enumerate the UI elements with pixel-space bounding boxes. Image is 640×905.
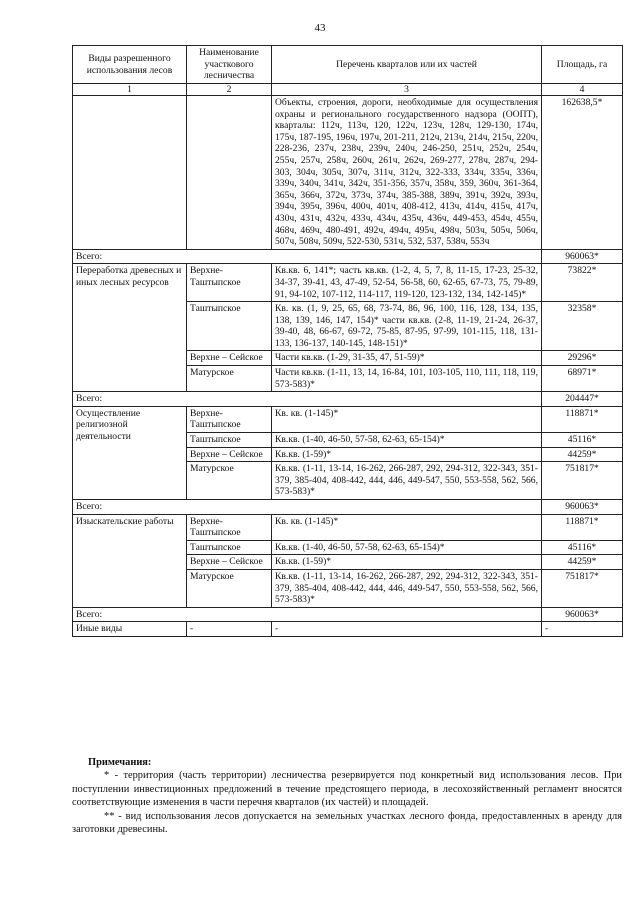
quarters-cell: Кв.кв. (1-40, 46-50, 57-58, 62-63, 65-154)*: [272, 433, 542, 448]
quarters-cell: Кв.кв. 6, 141*; часть кв.кв. (1-2, 4, 5, 7, 8, 11-15, 17-23, 25-32, 34-37, 39-41, 43, 47-49, 52-54, 56-58, 60, 62-65, 67-73, 75, 79-89, 91, 94-102, 107-112, 114-117, 119-120, 123-132, 134, 142-145)*: [272, 264, 542, 302]
quarters-cell: Кв.кв. (1-11, 13-14, 16-262, 266-287, 292, 294-312, 322-343, 351-379, 385-404, 408-442, 444, 446, 449-547, 550, 553-558, 562, 566, 573-583)*: [272, 569, 542, 607]
area-cell: 44259*: [542, 447, 623, 462]
forestry-cell: Верхне – Сейское: [187, 351, 272, 366]
quarters-cell: Кв.кв. (1-11, 13-14, 16-262, 266-287, 292, 294-312, 322-343, 351-379, 385-404, 408-442, 444, 446, 449-547, 550, 553-558, 562, 566, 573-583)*: [272, 462, 542, 500]
total-label: Всего:: [73, 500, 542, 515]
forestry-cell: Матурское: [187, 462, 272, 500]
quarters-cell: Кв.кв. (1-59)*: [272, 447, 542, 462]
area-cell: 45116*: [542, 433, 623, 448]
forest-use-table: [72, 45, 623, 637]
total-row: [73, 607, 623, 622]
page-number: 43: [314, 22, 326, 34]
area-cell: -: [542, 622, 623, 637]
quarters-cell: Кв. кв. (1-145)*: [272, 514, 542, 540]
quarters-cell: Кв. кв. (1, 9, 25, 65, 68, 73-74, 86, 96, 100, 116, 128, 134, 135, 138, 139, 146, 147, 154)* части кв.кв. (2-8, 11-19, 21-24, 26-37, 39-40, 48, 66-67, 69-72, 75-85, 87-95, 97-99, 101-115, 118, 131-133, 136-137, 140-145, 148-151)*: [272, 302, 542, 351]
area-cell: 29296*: [542, 351, 623, 366]
area-cell: 751817*: [542, 462, 623, 500]
forestry-cell: Верхне-Таштыпское: [187, 406, 272, 432]
column-number: 1: [73, 84, 187, 96]
header-area: Площадь, га: [542, 46, 623, 84]
forestry-cell: -: [187, 622, 272, 637]
forestry-cell: Таштыпское: [187, 540, 272, 555]
notes-title: Примечания:: [88, 757, 152, 768]
table-row: [73, 96, 623, 250]
forestry-cell: Матурское: [187, 366, 272, 392]
forestry-cell: Верхне – Сейское: [187, 447, 272, 462]
use-type-cell: Изыскательские работы: [73, 514, 187, 607]
total-label: Всего:: [73, 249, 542, 264]
total-row: [73, 500, 623, 515]
forestry-cell: Матурское: [187, 569, 272, 607]
area-cell: 162638,5*: [542, 96, 623, 250]
area-cell: 32358*: [542, 302, 623, 351]
forestry-cell: Верхне-Таштыпское: [187, 514, 272, 540]
quarters-cell: Объекты, строения, дороги, необходимые для осуществления охраны и регионального государственного надзора (ООПТ), кварталы: 112ч, 113ч, 120, 122ч, 123ч, 128ч, 129-130, 174ч, 175ч, 187-195, 196ч, 197ч, 201-211, 212ч, 213ч, 214ч, 215ч, 220ч, 228-236, 237ч, 238ч, 239ч, 240ч, 246-250, 251ч, 252ч, 254ч, 255ч, 257ч, 258ч, 260ч, 261ч, 262ч, 269-277, 278ч, 287ч, 294-303, 304ч, 305ч, 307ч, 311ч, 312ч, 322-333, 334ч, 335ч, 336ч, 339ч, 340ч, 341ч, 342ч, 351-356, 357ч, 358ч, 359, 360ч, 361-364, 365ч, 366ч, 372ч, 373ч, 374ч, 385-388, 389ч, 391ч, 392ч, 393ч, 394ч, 395ч, 396ч, 400ч, 401ч, 408-412, 413ч, 414ч, 415ч, 417ч, 430ч, 431ч, 432ч, 433ч, 434ч, 435ч, 436ч, 449-453, 454ч, 455ч, 468ч, 469ч, 480-491, 492ч, 494ч, 495ч, 498ч, 503ч, 505ч, 506ч, 507ч, 508ч, 509ч, 522-530, 531ч, 532, 537, 538ч, 553ч: [272, 96, 542, 250]
forestry-cell: [187, 96, 272, 250]
quarters-cell: -: [272, 622, 542, 637]
forestry-cell: Верхне-Таштыпское: [187, 264, 272, 302]
forestry-cell: Таштыпское: [187, 302, 272, 351]
total-label: Всего:: [73, 392, 542, 407]
total-row: [73, 392, 623, 407]
forestry-cell: Таштыпское: [187, 433, 272, 448]
total-area: 960063*: [542, 500, 623, 515]
header-quarters: Перечень кварталов или их частей: [272, 46, 542, 84]
header-row: [73, 46, 623, 84]
quarters-cell: Кв. кв. (1-145)*: [272, 406, 542, 432]
quarters-cell: Части кв.кв. (1-29, 31-35, 47, 51-59)*: [272, 351, 542, 366]
header-forestry: Наименование участкового лесничества: [187, 46, 272, 84]
table-row: [73, 264, 623, 302]
table-row: [73, 406, 623, 432]
quarters-cell: Кв.кв. (1-40, 46-50, 57-58, 62-63, 65-154)*: [272, 540, 542, 555]
total-label: Всего:: [73, 607, 542, 622]
area-cell: 45116*: [542, 540, 623, 555]
quarters-cell: Части кв.кв. (1-11, 13, 14, 16-84, 101, 103-105, 110, 111, 118, 119, 573-583)*: [272, 366, 542, 392]
column-number: 2: [187, 84, 272, 96]
area-cell: 73822*: [542, 264, 623, 302]
column-number-row: [73, 84, 623, 96]
use-type-cell: Переработка древесных и иных лесных ресурсов: [73, 264, 187, 392]
column-number: 3: [272, 84, 542, 96]
header-use-type: Виды разрешенного использования лесов: [73, 46, 187, 84]
total-area: 204447*: [542, 392, 623, 407]
area-cell: 68971*: [542, 366, 623, 392]
note-reserved-territory: * - территория (часть территории) лесничества резервируется под конкретный вид использования лесов. При поступлении инвестиционных предложений в течение предстоящего периода, в лесохозяйственный регламент вносятся соответствующие изменения в части перечня кварталов (их частей) и площадей.: [72, 770, 622, 809]
column-number: 4: [542, 84, 623, 96]
area-cell: 44259*: [542, 555, 623, 570]
use-type-cell: Осуществление религиозной деятельности: [73, 406, 187, 499]
total-area: 960063*: [542, 249, 623, 264]
use-type-cell: Иные виды: [73, 622, 187, 637]
use-type-cell: [73, 96, 187, 250]
table-row: [73, 622, 623, 637]
table-row: [73, 514, 623, 540]
area-cell: 118871*: [542, 514, 623, 540]
note-leased-plots: ** - вид использования лесов допускается на земельных участках лесного фонда, предоставленных в аренду для заготовки древесины.: [72, 810, 622, 836]
area-cell: 751817*: [542, 569, 623, 607]
total-row: [73, 249, 623, 264]
forestry-cell: Верхне – Сейское: [187, 555, 272, 570]
area-cell: 118871*: [542, 406, 623, 432]
notes-section: [72, 756, 622, 836]
total-area: 960063*: [542, 607, 623, 622]
quarters-cell: Кв.кв. (1-59)*: [272, 555, 542, 570]
